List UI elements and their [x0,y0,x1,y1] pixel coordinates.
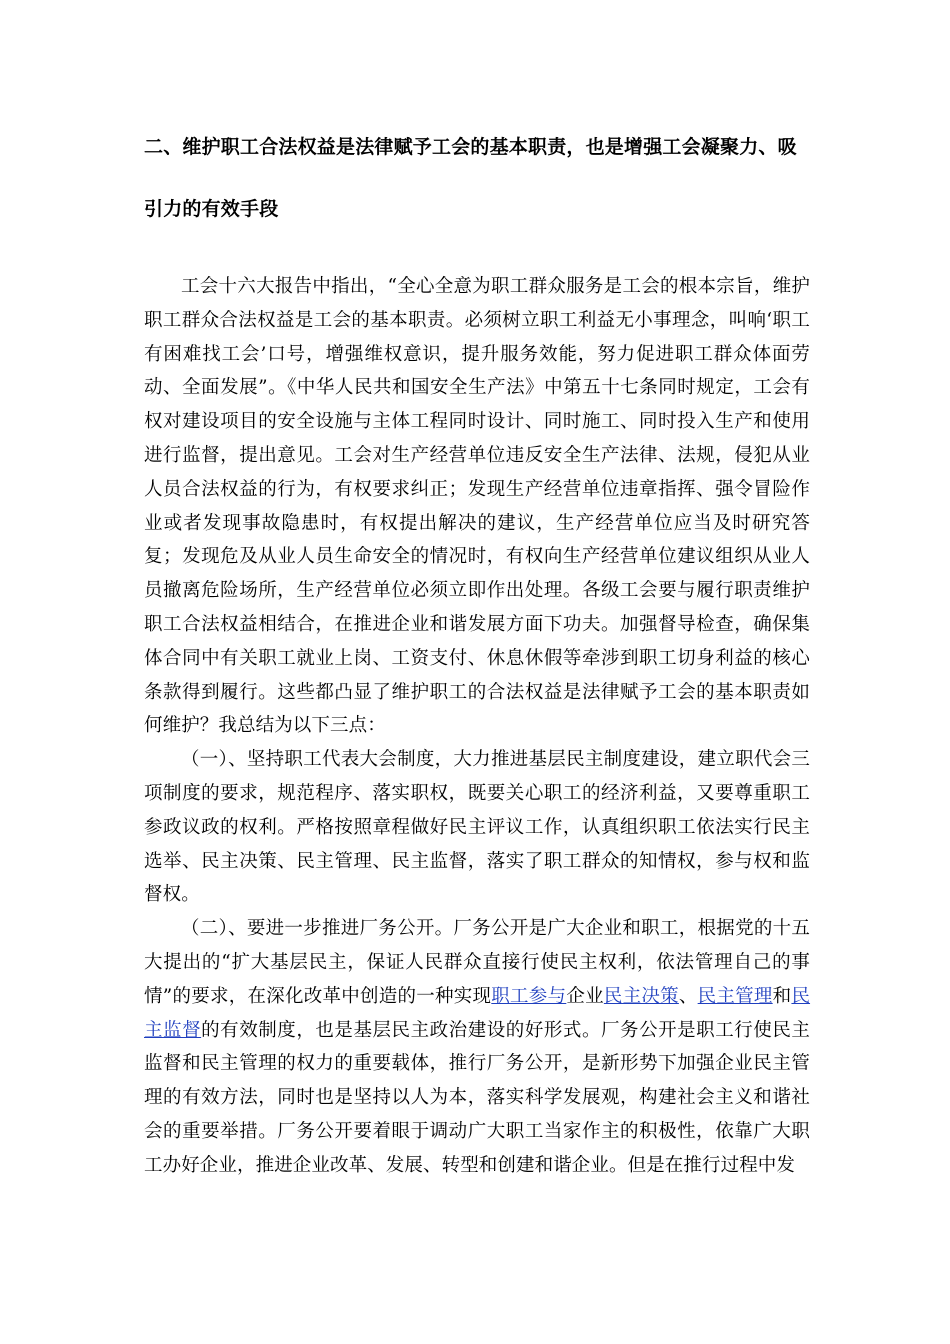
heading-spacer [144,240,810,270]
document-page [144,116,810,1183]
link-democratic-supervision[interactable]: 民主监督 [144,985,811,1041]
link-worker-participation[interactable]: 职工参与 [491,985,567,1007]
paragraph-point-one: （一）、坚持职工代表大会制度，大力推进基层民主制度建设，建立职代会三项制度的要求，规范程序、落实职权，既要关心职工的经济利益，又要尊重职工参政议政的权利。严格按照章程做好民主评议工作，认真组织职工依法实行民主选举、民主决策、民主管理、民主监督，落实了职工群众的知情权，参与权和监督权。 [144,749,810,906]
paragraph-text: 和 [772,985,792,1007]
paragraph-text: 的有效制度，也是基层民主政治建设的好形式。厂务公开是职工行使民主监督和民主管理的权力的重要载体，推行厂务公开，是新形势下加强企业民主管理的有效方法，同时也是坚持以人为本，落实科学发展观，构建社会主义和谐社会的重要举措。厂务公开要着眼于调动广大职工当家作主的积极性，依靠广大职工办好企业，推进企业改革、发展、转型和创建和谐企业。但是在推行过程中发 [144,1019,810,1176]
link-democratic-decision[interactable]: 民主决策 [603,985,679,1007]
paragraph-text: 、 [678,985,698,1007]
paragraph-point-two [144,912,810,1182]
section-heading: 二、维护职工合法权益是法律赋予工会的基本职责，也是增强工会凝聚力、吸引力的有效手段 [144,136,797,220]
link-democratic-management[interactable]: 民主管理 [697,985,773,1007]
paragraph-intro: 工会十六大报告中指出，“全心全意为职工群众服务是工会的根本宗旨，维护职工群众合法权益是工会的基本职责。必须树立职工利益无小事理念，叫响‘职工有困难找工会’口号，增强维权意识，提升服务效能，努力促进职工群众体面劳动、全面发展”。《中华人民共和国安全生产法》中第五十七条同时规定，工会有权对建设项目的安全设施与主体工程同时设计、同时施工、同时投入生产和使用进行监督，提出意见。工会对生产经营单位违反安全生产法律、法规，侵犯从业人员合法权益的行为，有权要求纠正；发现生产经营单位违章指挥、强令冒险作业或者发现事故隐患时，有权提出解决的建议，生产经营单位应当及时研究答复；发现危及从业人员生命安全的情况时，有权向生产经营单位建议组织从业人员撤离危险场所，生产经营单位必须立即作出处理。各级工会要与履行职责维护职工合法权益相结合，在推进企业和谐发展方面下功夫。加强督导检查，确保集体合同中有关职工就业上岗、工资支付、休息休假等牵涉到职工切身利益的核心条款得到履行。这些都凸显了维护职工的合法权益是法律赋予工会的基本职责如何维护？我总结为以下三点： [144,276,810,737]
paragraph-text: （二）、要进一步推进厂务公开。厂务公开是广大企业和职工，根据党的十五大提出的“扩大基层民主，保证人民群众直接行使民主权利，依法管理自己的事情”的要求，在深化改革中创造的一种实现 [144,918,810,1007]
paragraph-text: 企业 [566,985,604,1007]
